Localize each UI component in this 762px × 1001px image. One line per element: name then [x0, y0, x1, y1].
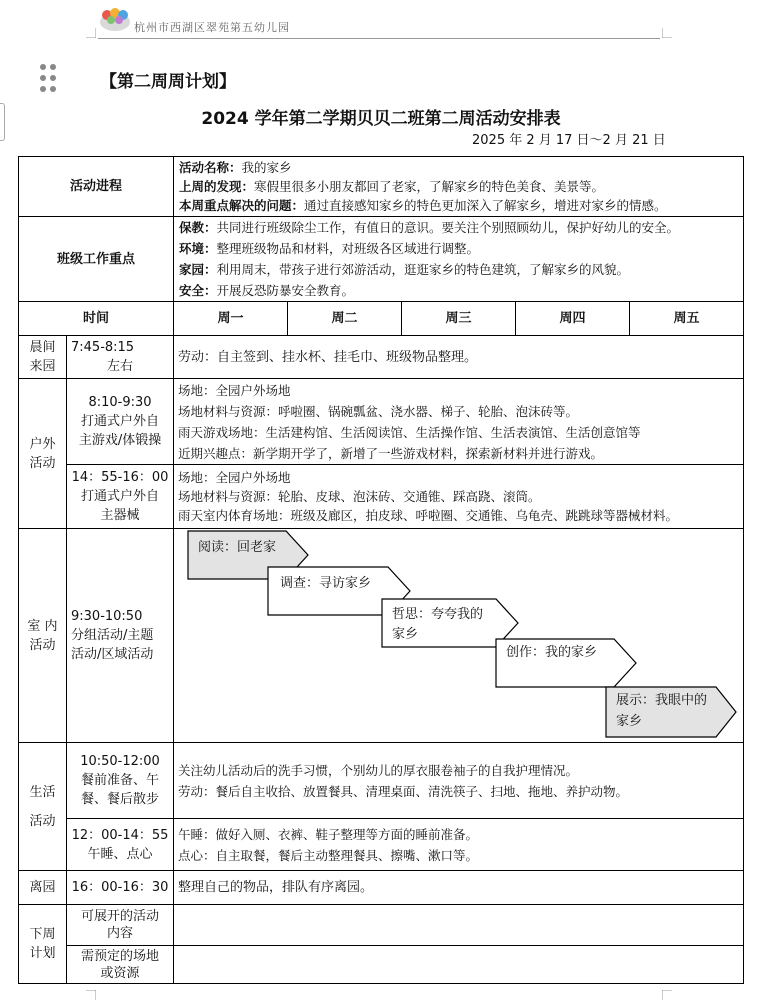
flow-label-thinking: 哲思：夸夸我的 [392, 607, 484, 622]
label-line: 内容 [107, 926, 134, 941]
time-range: 8:10-9:30 [88, 395, 152, 410]
work-item-key: 保教： [179, 220, 217, 235]
indoor-flow-cell [174, 529, 744, 743]
section-label: 活动 [29, 455, 56, 471]
page-title: 2024 学年第二学期贝贝二班第二周活动安排表 [201, 109, 561, 129]
morning-row [19, 336, 744, 379]
drag-handle-icon[interactable] [40, 64, 60, 94]
label-line: 需预定的场地 [81, 948, 160, 964]
leave-section: 离园 [19, 871, 67, 905]
life-section [19, 743, 67, 871]
life-content-1 [174, 743, 744, 819]
time-range: 7:45-8:15 [71, 340, 135, 355]
section-label: 生活 [29, 784, 56, 800]
content-line: 近期兴趣点：新学期开学了，新增了一些游戏材料，探索新材料并进行游戏。 [178, 445, 604, 461]
activity-name-label: 活动名称： [179, 160, 242, 175]
content-line: 关注幼儿活动后的洗手习惯，个别幼儿的厚衣服卷袖子的自我护理情况。 [178, 762, 579, 778]
content-line: 场地：全园户外场地 [178, 382, 291, 398]
content-line: 场地：全园户外场地 [178, 470, 291, 485]
life-row-2 [19, 819, 744, 871]
activity-name: 我的家乡 [241, 160, 292, 175]
outdoor-time-1 [67, 379, 174, 465]
morning-time [67, 336, 174, 379]
work-item-value: 整理班级物品和材料，对班级各区域进行调整。 [216, 241, 480, 256]
time-sub: 餐、餐后散步 [81, 792, 160, 807]
day-header: 周四 [516, 302, 630, 336]
time-range: 14：55-16：00 [71, 470, 169, 485]
next-row-2 [19, 946, 744, 984]
corner-mark-icon [662, 28, 672, 38]
flow-label-thinking-2: 家乡 [392, 627, 419, 642]
work-item-value: 利用周末，带孩子进行郊游活动，逛逛家乡的特色建筑，了解家乡的风貌。 [216, 262, 630, 277]
indoor-section [19, 529, 67, 743]
label-line: 可展开的活动 [81, 909, 160, 924]
next-resource-label [67, 946, 174, 984]
outdoor-row-2 [19, 465, 744, 529]
day-header: 周三 [402, 302, 516, 336]
content-line: 点心：自主取餐，餐后主动整理餐具、擦嘴、漱口等。 [178, 847, 479, 863]
time-sub: 活动/区域活动 [71, 647, 154, 662]
leave-row [19, 871, 744, 905]
flow-label-creation: 创作：我的家乡 [506, 645, 598, 660]
next-section [19, 905, 67, 984]
indoor-time [67, 529, 174, 743]
life-row-1 [19, 743, 744, 819]
life-time-1 [67, 743, 174, 819]
last-week-found-label: 上周的发现： [179, 179, 255, 194]
section-label: 活动 [29, 637, 56, 653]
weekly-plan-table [18, 156, 744, 984]
outdoor-row-1 [19, 379, 744, 465]
progress-row [19, 157, 744, 217]
content-line: 雨天室内体育场地：班级及廊区，拍皮球、呼啦圈、交通锥、乌龟壳、跳跳球等器械材料。 [178, 508, 679, 523]
work-item-value: 开展反恐防暴安全教育。 [216, 283, 355, 298]
time-sub: 打通式户外自 [81, 414, 160, 429]
progress-label: 活动进程 [19, 157, 174, 217]
day-header: 周五 [630, 302, 744, 336]
next-activity-content[interactable] [174, 905, 744, 946]
time-header: 时间 [19, 302, 174, 336]
last-week-found: 寒假里很多小朋友都回了老家，了解家乡的特色美食、美景等。 [254, 179, 605, 194]
school-name: 杭州市西湖区翠苑第五幼儿园 [134, 21, 290, 34]
leave-content: 整理自己的物品，排队有序离园。 [174, 871, 744, 905]
section-label: 晨间 [29, 340, 56, 355]
day-header: 周一 [174, 302, 288, 336]
time-range: 9:30-10:50 [71, 609, 143, 624]
section-label: 来园 [29, 359, 56, 374]
section-label: 计划 [29, 946, 56, 961]
flow-label-display-2: 家乡 [616, 714, 643, 729]
focus-problem-label: 本周重点解决的问题： [179, 198, 305, 213]
label-line: 或资源 [100, 965, 140, 981]
corner-mark-icon [86, 28, 96, 38]
time-sub: 主游戏/体锻操 [78, 433, 162, 448]
work-item-key: 家园： [179, 262, 217, 277]
content-line: 雨天游戏场地：生活建构馆、生活阅读馆、生活操作馆、生活表演馆、生活创意馆等 [178, 424, 641, 440]
corner-mark-icon [86, 990, 96, 1000]
time-range: 12：00-14：55 [71, 827, 169, 843]
work-focus-label: 班级工作重点 [19, 217, 174, 302]
content-line: 场地材料与资源：呼啦圈、锅碗瓢盆、浇水器、梯子、轮胎、泡沫砖等。 [178, 403, 579, 419]
activity-flow [174, 529, 743, 739]
work-focus-content [174, 217, 744, 302]
next-row-1 [19, 905, 744, 946]
morning-section [19, 336, 67, 379]
next-resource-content[interactable] [174, 946, 744, 984]
outdoor-content-2 [174, 465, 744, 529]
work-focus-row [19, 217, 744, 302]
outdoor-content-1 [174, 379, 744, 465]
day-header: 周二 [288, 302, 402, 336]
section-label: 室 内 [27, 618, 58, 634]
page-header [0, 0, 762, 44]
corner-mark-icon [662, 990, 672, 1000]
time-sub: 左右 [107, 359, 134, 374]
work-item-key: 环境： [179, 241, 217, 256]
outdoor-section [19, 379, 67, 529]
focus-problem: 通过直接感知家乡的特色更加深入了解家乡，增进对家乡的情感。 [304, 198, 667, 213]
section-label: 活动 [29, 813, 56, 829]
content-line: 劳动：餐后自主收拾、放置餐具、清理桌面、清洗筷子、扫地、拖地、养护动物。 [178, 783, 629, 799]
indoor-row [19, 529, 744, 743]
progress-content [174, 157, 744, 217]
section-label: 下周 [29, 927, 56, 942]
flow-label-reading: 阅读：回老家 [198, 540, 277, 555]
time-sub: 午睡、点心 [87, 846, 153, 862]
content-line: 午睡：做好入厕、衣裤、鞋子整理等方面的睡前准备。 [178, 826, 479, 842]
section-label: 户外 [29, 436, 56, 452]
days-header-row [19, 302, 744, 336]
flow-label-survey: 调查：寻访家乡 [280, 576, 372, 591]
star-logo-icon [98, 6, 132, 32]
life-time-2 [67, 819, 174, 871]
time-sub: 餐前准备、午 [81, 773, 160, 788]
flow-label-display: 展示：我眼中的 [616, 693, 708, 708]
content-line: 场地材料与资源：轮胎、皮球、泡沫砖、交通锥、踩高跷、滚筒。 [178, 489, 541, 504]
time-sub: 分组活动/主题 [71, 628, 154, 643]
work-item-key: 安全： [179, 283, 217, 298]
morning-content: 劳动：自主签到、挂水杯、挂毛巾、班级物品整理。 [174, 336, 744, 379]
header-divider [98, 38, 660, 39]
time-range: 10:50-12:00 [80, 754, 160, 769]
next-activity-label [67, 905, 174, 946]
outdoor-time-2 [67, 465, 174, 529]
week-title: 【第二周周计划】 [100, 72, 236, 92]
time-sub: 打通式户外自 [81, 489, 160, 504]
work-item-value: 共同进行班级除尘工作，有值日的意识。要关注个别照顾幼儿，保护好幼儿的安全。 [216, 220, 680, 235]
date-range: 2025 年 2 月 17 日～2 月 21 日 [472, 133, 666, 148]
leave-time: 16：00-16：30 [67, 871, 174, 905]
life-content-2 [174, 819, 744, 871]
time-sub: 主器械 [100, 508, 140, 523]
